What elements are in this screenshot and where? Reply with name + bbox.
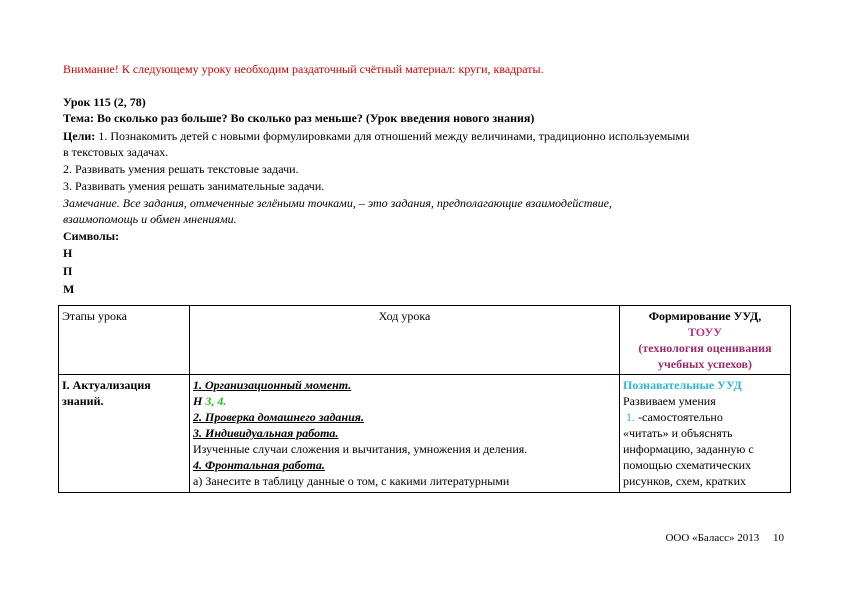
uud-cognitive-title: Познавательные УУД [623,378,742,392]
course-item-4a: а) Занесите в таблицу данные о том, с какими литературными [193,474,510,488]
header-uud-touu: ТОУУ [687,325,723,339]
header-uud [620,306,791,375]
remark-line-2: взаимопомощь и обмен мнениями. [63,212,237,226]
stage-line-2: знаний. [62,394,104,408]
uud-line-2-text: -самостоятельно [635,410,723,424]
course-item-4: 4. Фронтальная работа. [193,458,325,472]
goals-line-1 [63,128,689,144]
header-stage: Этапы урока [59,306,190,375]
course-item-2: 2. Проверка домашнего задания. [193,410,364,424]
uud-line-5: помощью схематических [623,458,752,472]
uud-line-4: информацию, заданную с [623,442,754,456]
course-symbol-nums: 3, 4. [205,394,227,408]
lesson-table [58,305,791,493]
uud-num-1: 1. [626,410,635,424]
header-uud-tech-1: (технология оценивания [638,341,772,355]
symbol-m: М [63,282,75,296]
row-uud-cell [620,375,791,493]
course-item-1: 1. Организационный момент. [193,378,352,392]
header-course: Ход урока [190,306,620,375]
footer-publisher: ООО «Баласс» 2013 [665,532,760,544]
course-item-3: 3. Индивидуальная работа. [193,426,339,440]
remark-line-1: Замечание. Все задания, отмеченные зелёными точками, – это задания, предполагающие взаимодействие, [63,196,612,210]
goal-2: 2. Развивать умения решать текстовые задачи. [63,162,299,176]
symbol-p: П [63,264,73,278]
header-uud-tech-2: учебных успехов) [657,357,753,371]
goals-label: Цели: [63,129,96,143]
table-row [59,375,791,493]
lesson-topic: Тема: Во сколько раз больше? Во сколько раз меньше? (Урок введения нового знания) [63,111,535,125]
goal-1a: 1. Познакомить детей с новыми формулировками для отношений между величинами, традиционно используемыми [95,129,690,143]
lesson-number: Урок 115 (2, 78) [63,95,146,109]
table-header-row [59,306,791,375]
symbols-label: Символы: [63,229,120,243]
uud-line-1: Развиваем умения [623,394,716,408]
row-stage-cell [59,375,190,493]
course-item-3-text: Изученные случаи сложения и вычитания, умножения и деления. [193,442,528,456]
goal-3: 3. Развивать умения решать занимательные задачи. [63,179,325,193]
course-symbol-n: Н [193,394,203,408]
row-course-cell [190,375,620,493]
stage-line-1: I. Актуализация [62,378,151,392]
page-footer [665,532,784,544]
uud-line-2 [623,409,787,425]
notice-text: Внимание! К следующему уроку необходим раздаточный счётный материал: круги, квадраты. [63,62,544,76]
course-item-symbols [193,393,616,409]
page-number: 10 [773,532,784,544]
goal-1b: в текстовых задачах. [63,145,169,159]
uud-line-6: рисунков, схем, кратких [623,474,747,488]
symbol-n: Н [63,246,73,260]
uud-line-3: «читать» и объяснять [623,426,733,440]
header-uud-title: Формирование УУД, [648,309,762,323]
